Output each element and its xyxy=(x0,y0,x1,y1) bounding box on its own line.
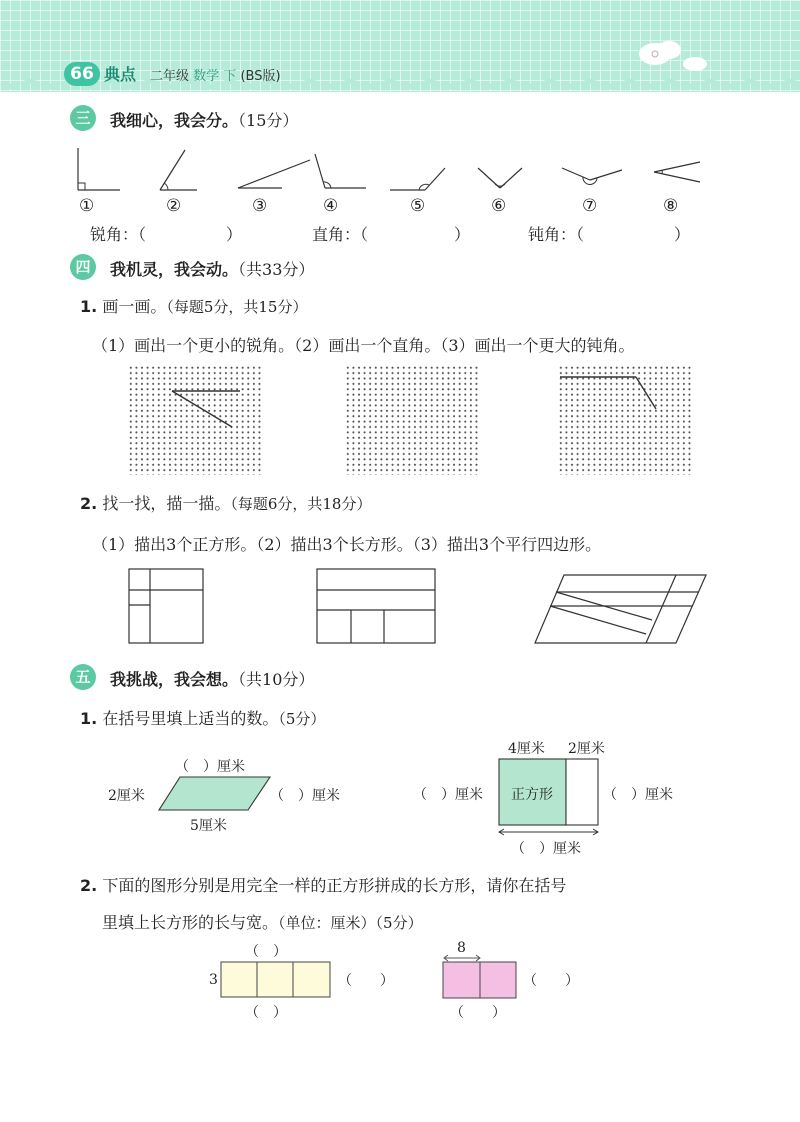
green-parallelogram xyxy=(158,776,273,812)
angle-label-6: ⑥ xyxy=(491,196,507,216)
angle-label-3: ③ xyxy=(252,196,268,216)
para-top-label[interactable]: （ ）厘米 xyxy=(175,759,245,775)
acute-close: ） xyxy=(226,225,243,244)
section-title-text: 我挑战，我会想。 xyxy=(110,670,239,689)
question-points: （5分） xyxy=(375,914,423,932)
question-text: 在括号里填上适当的数。 xyxy=(102,709,279,728)
angle-4 xyxy=(315,154,366,188)
para-right-label[interactable]: （ ）厘米 xyxy=(270,788,340,804)
given-obtuse-angle xyxy=(558,365,692,475)
section-points: （共10分） xyxy=(238,670,315,689)
fig1-top-label[interactable]: （ ） xyxy=(245,944,287,960)
section-title-3 xyxy=(110,108,298,131)
question-number: 2. xyxy=(80,494,98,513)
header-wave xyxy=(0,84,800,96)
rect-top-right-label: 2厘米 xyxy=(568,741,605,757)
question-points: （5分） xyxy=(278,710,326,728)
fig1-left-label: 3 xyxy=(209,972,218,988)
angle-6 xyxy=(478,168,522,188)
angle-label-5: ⑤ xyxy=(410,196,426,216)
edition-label: (BS版) xyxy=(240,69,281,84)
fig2-top-label: 8 xyxy=(457,940,466,956)
pink-rectangle xyxy=(442,952,520,1000)
rect-bottom-label[interactable]: （ ）厘米 xyxy=(511,841,581,857)
question-points: （每题5分，共15分） xyxy=(166,298,308,316)
angle-label-2: ② xyxy=(166,196,182,216)
acute-label: 锐角：（ xyxy=(90,225,147,244)
draw-tasks: （1）画出一个更小的锐角。（2）画出一个直角。（3）画出一个更大的钝角。 xyxy=(92,336,635,355)
grade-label: 二年级 xyxy=(150,69,190,84)
angle-8 xyxy=(654,162,700,182)
right-close: ） xyxy=(454,225,471,244)
subject-label: 数学 下 xyxy=(193,69,237,84)
fig1-bottom-label[interactable]: （ ） xyxy=(245,1005,287,1021)
section-badge-4: 四 xyxy=(70,254,96,280)
obtuse-close: ） xyxy=(674,225,691,244)
fig2-bottom-label[interactable]: （ ） xyxy=(450,1005,506,1021)
question-4-2 xyxy=(80,491,371,514)
rect-right-label[interactable]: （ ）厘米 xyxy=(603,787,673,803)
question-text: 找一找，描一描。 xyxy=(102,494,231,513)
angle-2 xyxy=(160,150,197,190)
rectangle-figure[interactable] xyxy=(316,568,441,648)
angle-label-1: ① xyxy=(79,196,95,216)
obtuse-answer[interactable] xyxy=(528,222,690,245)
section-points: （共33分） xyxy=(238,260,315,279)
given-acute-angle xyxy=(128,365,262,475)
angle-7 xyxy=(562,168,622,185)
yellow-rectangle xyxy=(220,961,332,999)
angle-5 xyxy=(390,168,445,190)
trace-tasks: （1）描出3个正方形。（2）描出3个长方形。（3）描出3个平行四边形。 xyxy=(92,535,602,554)
question-5-2-line2 xyxy=(102,910,423,933)
question-number: 1. xyxy=(80,709,98,728)
question-text: 下面的图形分别是用完全一样的正方形拼成的长方形，请你在括号 xyxy=(102,876,567,895)
question-5-1 xyxy=(80,706,325,729)
right-answer[interactable] xyxy=(312,222,470,245)
angle-1 xyxy=(78,148,120,190)
rect-inner-label: 正方形 xyxy=(511,787,553,803)
section-title-4 xyxy=(110,257,314,280)
section-points: （15分） xyxy=(238,111,299,130)
right-label: 直角：（ xyxy=(312,225,369,244)
question-text: 里填上长方形的长与宽。 xyxy=(102,913,279,932)
question-number: 2. xyxy=(80,876,98,895)
question-5-2-line1 xyxy=(80,873,566,896)
parallelogram-figure[interactable] xyxy=(534,574,709,646)
angle-label-8: ⑧ xyxy=(663,196,679,216)
para-bottom-label: 5厘米 xyxy=(190,818,227,834)
brand-logo: 典点 xyxy=(104,65,137,84)
unit-note: （单位：厘米） xyxy=(278,914,376,932)
section-title-text: 我细心，我会分。 xyxy=(110,111,239,130)
para-left-label: 2厘米 xyxy=(108,788,145,804)
angle-label-4: ④ xyxy=(323,196,339,216)
rect-left-label[interactable]: （ ）厘米 xyxy=(413,787,483,803)
angle-label-7: ⑦ xyxy=(582,196,598,216)
section-title-5 xyxy=(110,667,314,690)
fig1-right-label[interactable]: （ ） xyxy=(338,973,394,989)
fig2-right-label[interactable]: （ ） xyxy=(523,973,579,989)
angle-3 xyxy=(238,160,310,188)
square-figure[interactable] xyxy=(128,568,208,648)
acute-answer[interactable] xyxy=(90,222,242,245)
obtuse-label: 钝角：（ xyxy=(528,225,585,244)
rect-top-left-label: 4厘米 xyxy=(508,741,545,757)
book-info xyxy=(150,65,281,84)
page-number: 66 xyxy=(64,62,100,86)
angle-figures xyxy=(0,140,800,200)
question-number: 1. xyxy=(80,297,98,316)
cloud-icon xyxy=(625,38,715,78)
section-badge-5: 五 xyxy=(70,664,96,690)
section-badge-3: 三 xyxy=(70,105,96,131)
section-title-text: 我机灵，我会动。 xyxy=(110,260,239,279)
question-points: （每题6分，共18分） xyxy=(230,495,372,513)
question-4-1 xyxy=(80,294,307,317)
dot-grid-2[interactable] xyxy=(345,365,479,475)
question-text: 画一画。 xyxy=(102,297,167,316)
